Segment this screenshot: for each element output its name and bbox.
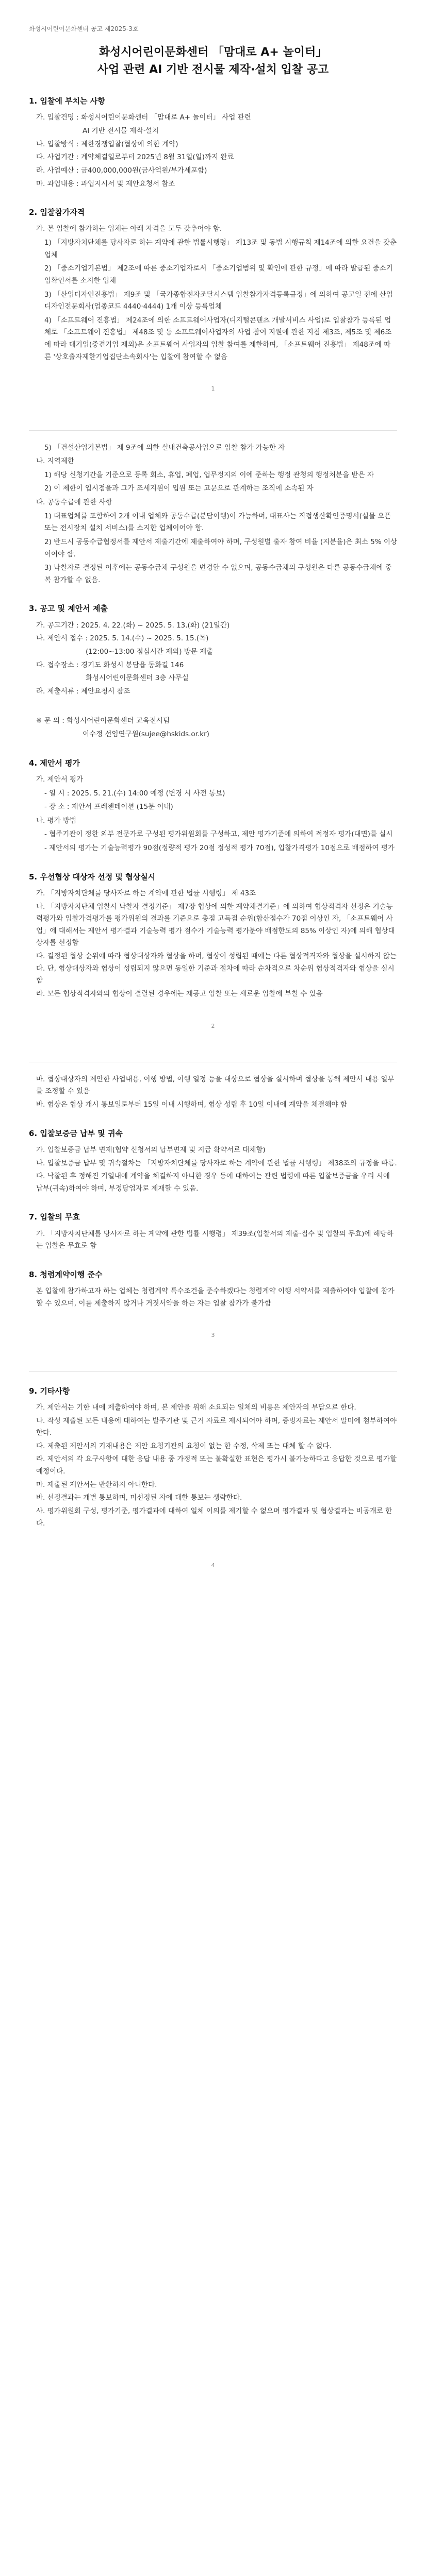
section-9-title: 9. 기타사항	[29, 1386, 70, 1396]
sec2-row: 2) 반드시 공동수급협정서를 제안서 제출기간에 제출하여야 하며, 구성원별 출자 참여 비율 (지분율)은 최소 5% 이상이어야 함.	[44, 537, 397, 558]
sec2-item: 5) 「건설산업기본법」 제 9조에 의한 실내건축공사업으로 입찰 참가 가능한 자	[44, 443, 285, 452]
sec9-row: 라. 제안서의 각 요구사항에 대한 응답 내용 중 가정적 또는 불확실한 표현은 평가시 불가능하다고 응답한 것으로 평가할 예정이다.	[36, 1455, 397, 1476]
contact-line-2: 이수정 선임연구원(sujee@hskids.or.kr)	[83, 730, 209, 739]
sec6-row: 가. 입찰보증금 납부 면제(협약 신청서의 납부면제 및 지급 확약서로 대체함)	[36, 1145, 266, 1154]
sec3-row: 가. 공고기간 : 2025. 4. 22.(화) ~ 2025. 5. 13.(화) (21일간)	[36, 621, 230, 630]
title-line-1: 화성시어린이문화센터 「맘대로 A+ 놀이터」	[99, 46, 327, 59]
sec8-row: 본 입찰에 참가하고자 하는 업체는 청렴계약 특수조건을 준수하겠다는 청렴계약 이행 서약서를 제출하여야 입찰에 참가할 수 있으며, 이를 제출하지 않거나 거짓서약을 하는 자는 입찰 참가가 불가함	[36, 1287, 395, 1308]
sec2-row: 나. 지역제한	[36, 457, 74, 466]
sec5-row: 나. 「지방자치단체 입찰시 낙찰자 결정기준」 제7장 협상에 의한 계약체결기준」에 의하여 협상적격자 선정은 기술능력평가와 입찰가격평가를 평가위원의 결과를 기준으로 총점 고득점 순위(합산점수가 70점 이상인 자, 「소프트웨어 사업」에 대해서는 제안서 평가결과 기술능력 평가 점수가 기술능력 평가분야 배점한도의 85% 이상인 자)에 의해 협상대상자를 선정함	[36, 902, 395, 947]
sec5-row: 바. 협상은 협상 개시 통보일로부터 15일 이내 시행하며, 협상 성립 후 10일 이내에 계약을 체결해야 함	[36, 1100, 347, 1109]
sec4-row: 가. 제안서 평가	[36, 775, 84, 784]
sec2-row: 2) 이 제한이 입시점을과 그가 조세지원이 입원 또는 고문으로 관계하는 조직에 소속된 자	[44, 484, 314, 493]
document	[29, 24, 397, 1570]
sec2-row: 1) 해당 신청기간을 기준으로 등록 회소, 휴업, 폐업, 업무정지의 이에 준하는 행정 관청의 행정처분을 받은 자	[44, 470, 374, 479]
sec1-row: 마. 과업내용 : 과업지시서 및 제안요청서 참조	[36, 179, 175, 188]
notice-number: 화성시어린이문화센터 공고 제2025-3호	[29, 25, 139, 32]
sec9-row: 마. 제출된 제안서는 반환하지 아니한다.	[36, 1480, 157, 1489]
sec5-row: 가. 「지방자치단체를 당사자로 하는 계약에 관한 법률 시행령」 제 43조	[36, 889, 256, 897]
sec2-row: 다. 공동수급에 관한 사항	[36, 498, 112, 507]
sec1-row: AI 기반 전시물 제작·설치	[83, 127, 159, 135]
section-2-title: 2. 입찰참가자격	[29, 208, 85, 217]
sec1-row: 가. 입찰건명 : 화성시어린이문화센터 「맘대로 A+ 놀이터」 사업 관련	[36, 113, 251, 122]
sec3-row: 나. 제안서 접수 : 2025. 5. 14.(수) ~ 2025. 5. 15.(목)	[36, 634, 209, 643]
title-line-2: 사업 관련 AI 기반 전시물 제작·설치 입찰 공고	[97, 63, 329, 77]
page-divider	[29, 1371, 397, 1372]
sec1-row: 다. 사업기간 : 계약체결일로부터 2025년 8월 31일(일)까지 완료	[36, 153, 234, 162]
sec9-row: 다. 제출된 제안서의 기재내용은 제안 요청기관의 요청이 없는 한 수정, 삭제 또는 대체 할 수 없다.	[36, 1442, 332, 1450]
sec2-item: 3) 「산업디자인진흥법」 제9조 및 「국가종합전자조달시스템 입찰참가자격등록규정」에 의하여 공고일 전에 산업디자인전문회사(업종코드 4440·4444) 1개 이상 등록업체	[44, 290, 393, 311]
sec2-row: 1) 대표업체를 포함하여 2개 이내 업체와 공동수급(분담이행)이 가능하며, 대표사는 직접생산확인증명서(실물 오픈 또는 전시장치 설치 서비스)를 소지한 업체이어야 함.	[44, 512, 391, 533]
sec4-row: - 장 소 : 제안서 프레젠테이션 (15분 이내)	[44, 803, 173, 811]
sec3-row: 라. 제출서류 : 제안요청서 참조	[36, 687, 130, 696]
sec9-row: 바. 선정결과는 개별 통보하며, 미선정된 자에 대한 통보는 생략한다.	[36, 1494, 242, 1502]
sec5-row: 라. 모든 협상적격자와의 협상이 결렬된 경우에는 재공고 입찰 또는 새로운 입찰에 부칠 수 있음	[36, 989, 323, 998]
sec4-row: - 제안서의 평가는 기술능력평가 90점(정량적 평가 20점 정성적 평가 70점), 입찰가격평가 10점으로 배점하여 평가	[44, 844, 395, 853]
sec6-row: 다. 낙찰된 후 정해진 기일내에 계약을 체결하지 아니한 경우 등에 대하여는 관련 법령에 따른 입찰보증금을 우리 시에 납부(귀속)하여야 하며, 부정당업자로 제재할 수 있음.	[36, 1172, 390, 1193]
sec1-row: 라. 사업예산 : 금400,000,000원(금사억원/부가세포함)	[36, 166, 207, 175]
sec1-row: 나. 입찰방식 : 제한경쟁입찰(협상에 의한 계약)	[36, 140, 178, 148]
page-number: 2	[211, 1022, 215, 1029]
sec2-intro: 가. 본 입찰에 참가하는 업체는 아래 자격을 모두 갖추어야 함.	[36, 225, 222, 233]
sec4-row: - 협주기관이 정한 외부 전문가로 구성된 평가위원회를 구성하고, 제안 평가기준에 의하여 적정자 평가(대면)를 실시	[44, 830, 393, 839]
section-3-title: 3. 공고 및 제안서 제출	[29, 604, 108, 614]
sec9-row: 사. 평가위원회 구성, 평가기준, 평가결과에 대하여 일체 이의를 제기할 수 없으며 평가결과 및 협상결과는 비공개로 한다.	[36, 1506, 392, 1528]
contact-block	[29, 715, 397, 740]
section-7-title: 7. 입찰의 무효	[29, 1212, 80, 1222]
sec5-row: 마. 협상대상자의 제안한 사업내용, 이행 방법, 이행 일정 등을 대상으로 협상을 실시하며 협상을 통해 제안서 내용 일부를 조정할 수 있음	[36, 1075, 395, 1096]
sec2-item: 1) 「지방자치단체를 당사자로 하는 계약에 관한 법률시행령」 제13조 및 동법 시행규칙 제14조에 의한 요건을 갖춘 업체	[44, 239, 397, 259]
page-number: 4	[211, 1562, 215, 1569]
page-number: 1	[211, 385, 215, 393]
page-number: 3	[211, 1332, 215, 1339]
sec2-item: 2) 「중소기업기본법」 제2조에 따른 중소기업자로서 「중소기업범위 및 확인에 관한 규정」에 따라 발급된 중소기업확인서를 소지한 업체	[44, 264, 393, 285]
sec9-row: 나. 작성 제출된 모든 내용에 대하여는 발주기관 및 근거 자료로 제시되어야 하며, 증빙자료는 제안서 말미에 첨부하여야 한다.	[36, 1416, 397, 1437]
section-1-title: 1. 입찰에 부치는 사항	[29, 96, 105, 106]
section-5-title: 5. 우선협상 대상자 선정 및 협상실시	[29, 872, 156, 882]
document-title	[29, 44, 397, 79]
sec2-row: 3) 낙찰자로 결정된 이후에는 공동수급체 구성원을 변경할 수 없으며, 공동수급체의 구성원은 다른 공동수급체에 중복 참가할 수 없음.	[44, 564, 392, 584]
sec4-row: - 일 시 : 2025. 5. 21.(수) 14:00 예정 (변경 시 사전 통보)	[44, 789, 225, 798]
sec5-row: 다. 결정된 협상 순위에 따라 협상대상자와 협상을 하며, 협상이 성립된 때에는 다른 협상적격자와 협상을 실시하지 않는다. 단, 협상대상자와 협상이 성립되지 않으면 동일한 기준과 절차에 따라 순차적으로 차순위 협상적격자와 협상을 실시함	[36, 952, 397, 985]
sec3-row: 화성시어린이문화센터 3층 사무실	[86, 674, 189, 683]
section-4-title: 4. 제안서 평가	[29, 758, 80, 768]
sec2-item: 4) 「소프트웨어 진흥법」 제24조에 의한 소프트웨어사업자(디지털콘텐츠 개발서비스 사업)로 입찰참가 등록된 업체로 「소프트웨어 진흥법」 제48조 및 동 소프트웨어사업자의 사업 참여 지원에 관한 지침 제3조, 제5조 및 제6조에 따라 대기업(중견기업 제외)은 소프트웨어 사업자의 입찰 참여를 제한하며, 「소프트웨어 진흥법」 제48조에 따른 '상호출자제한기업집단소속회사'는 입찰에 참여할 수 없음	[44, 316, 392, 361]
sec6-row: 나. 입찰보증금 납부 및 귀속절차는 「지방자치단체를 당사자로 하는 계약에 관한 법률 시행령」 제38조의 규정을 따름.	[36, 1159, 397, 1167]
sec3-row: 다. 접수장소 : 경기도 화성시 봉담읍 동화길 146	[36, 660, 184, 669]
sec7-row: 가. 「지방자치단체를 당사자로 하는 계약에 관한 법률 시행령」 제39조(입찰서의 제출·접수 및 입찰의 무효)에 해당하는 입찰은 무효로 함	[36, 1229, 394, 1250]
contact-line-1: ※ 문 의 : 화성시어린이문화센터 교육전시팀	[36, 717, 170, 725]
section-8-title: 8. 청렴계약이행 준수	[29, 1269, 103, 1279]
sec9-row: 가. 제안서는 기한 내에 제출하여야 하며, 본 제안을 위해 소요되는 일체의 비용은 제안자의 부담으로 한다.	[36, 1403, 356, 1412]
sec4-row: 나. 평가 방법	[36, 816, 77, 825]
section-6-title: 6. 입찰보증금 납부 및 귀속	[29, 1128, 123, 1138]
sec3-row: (12:00~13:00 점심시간 제외) 방문 제출	[86, 647, 214, 656]
page-divider	[29, 430, 397, 431]
